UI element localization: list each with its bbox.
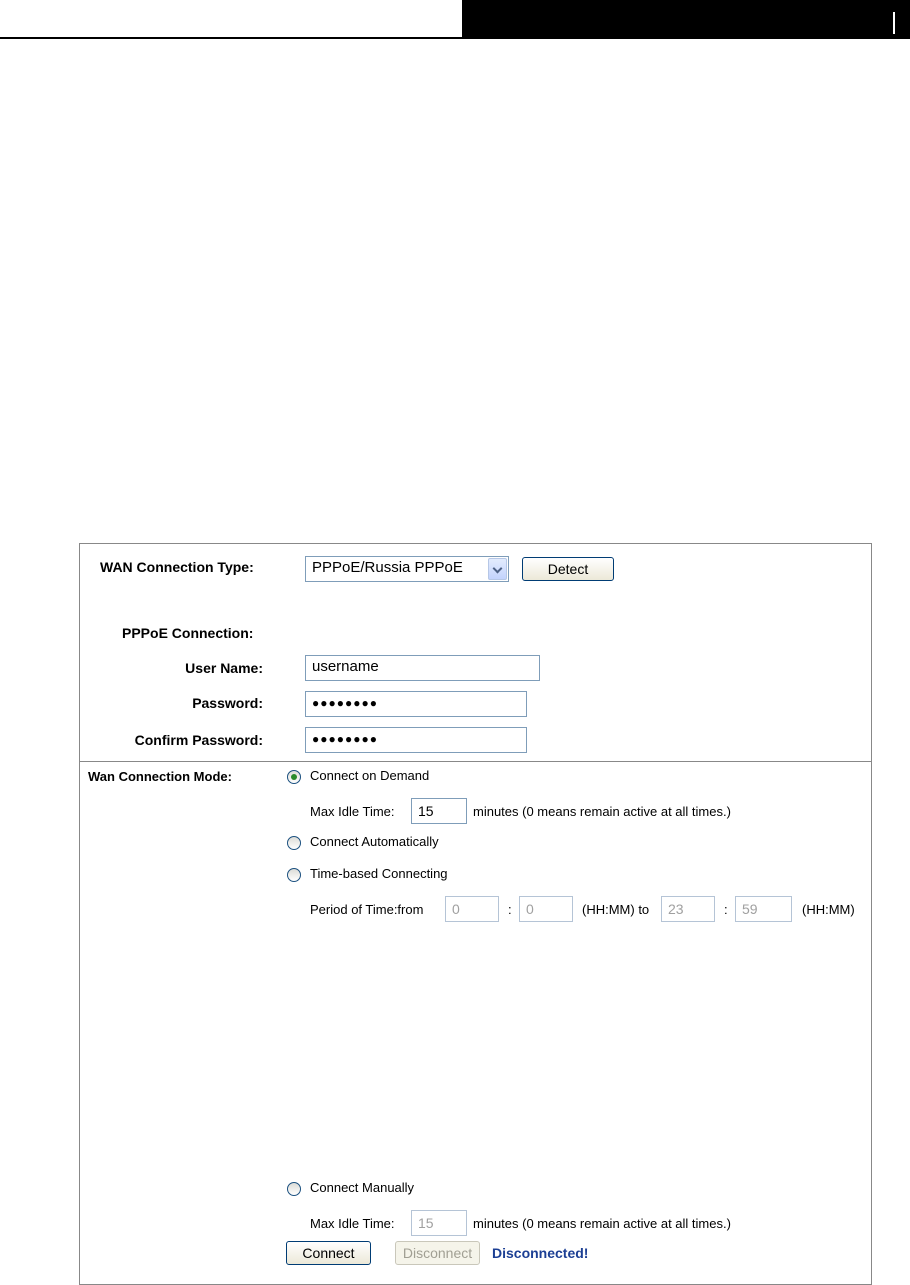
connect-button[interactable]: Connect bbox=[286, 1241, 371, 1265]
manual-idle-input[interactable]: 15 bbox=[411, 1210, 467, 1236]
confirm-password-label: Confirm Password: bbox=[134, 732, 263, 748]
connect-on-demand-radio[interactable] bbox=[287, 770, 301, 784]
on-demand-idle-suffix: minutes (0 means remain active at all times.) bbox=[473, 804, 731, 819]
to-hour-input[interactable]: 23 bbox=[661, 896, 715, 922]
header-rule bbox=[0, 37, 910, 39]
to-label: (HH:MM) to bbox=[582, 902, 650, 917]
wan-connection-type-select[interactable] bbox=[305, 556, 509, 582]
from-time-separator: : bbox=[508, 902, 512, 917]
connect-automatically-radio[interactable] bbox=[287, 836, 301, 850]
connection-status: Disconnected! bbox=[492, 1245, 589, 1261]
wan-connection-type-panel bbox=[79, 543, 872, 772]
on-demand-idle-label: Max Idle Time: bbox=[310, 804, 395, 819]
confirm-password-input[interactable]: ●●●●●●●● bbox=[305, 727, 527, 753]
connect-on-demand-label: Connect on Demand bbox=[310, 768, 430, 783]
wan-connection-mode-panel bbox=[79, 761, 872, 1285]
time-based-connecting-label: Time-based Connecting bbox=[310, 866, 448, 881]
password-input[interactable]: ●●●●●●●● bbox=[305, 691, 527, 717]
connect-manually-label: Connect Manually bbox=[310, 1180, 415, 1195]
manual-idle-label: Max Idle Time: bbox=[310, 1216, 395, 1231]
wan-connection-mode-label: Wan Connection Mode: bbox=[88, 769, 232, 784]
to-time-separator: : bbox=[724, 902, 728, 917]
pppoe-connection-label: PPPoE Connection: bbox=[122, 625, 254, 641]
header-divider bbox=[893, 12, 895, 34]
header-bar bbox=[462, 0, 910, 37]
wan-connection-type-value: PPPoE/Russia PPPoE bbox=[312, 559, 463, 576]
to-minute-input[interactable]: 59 bbox=[735, 896, 792, 922]
from-minute-input[interactable]: 0 bbox=[519, 896, 573, 922]
hhmm-end-label: (HH:MM) bbox=[802, 902, 855, 917]
manual-idle-suffix: minutes (0 means remain active at all times.) bbox=[473, 1216, 731, 1231]
connect-manually-radio[interactable] bbox=[287, 1182, 301, 1196]
detect-button[interactable]: Detect bbox=[522, 557, 614, 581]
from-hour-input[interactable]: 0 bbox=[445, 896, 499, 922]
connect-automatically-label: Connect Automatically bbox=[310, 834, 439, 849]
disconnect-button[interactable]: Disconnect bbox=[395, 1241, 480, 1265]
chevron-down-icon[interactable] bbox=[488, 558, 507, 580]
on-demand-idle-input[interactable]: 15 bbox=[411, 798, 467, 824]
username-input[interactable]: username bbox=[305, 655, 540, 681]
wan-connection-type-label: WAN Connection Type: bbox=[100, 559, 254, 575]
period-of-time-label: Period of Time:from bbox=[310, 902, 424, 917]
username-label: User Name: bbox=[185, 660, 263, 676]
time-based-connecting-radio[interactable] bbox=[287, 868, 301, 882]
password-label: Password: bbox=[192, 695, 263, 711]
